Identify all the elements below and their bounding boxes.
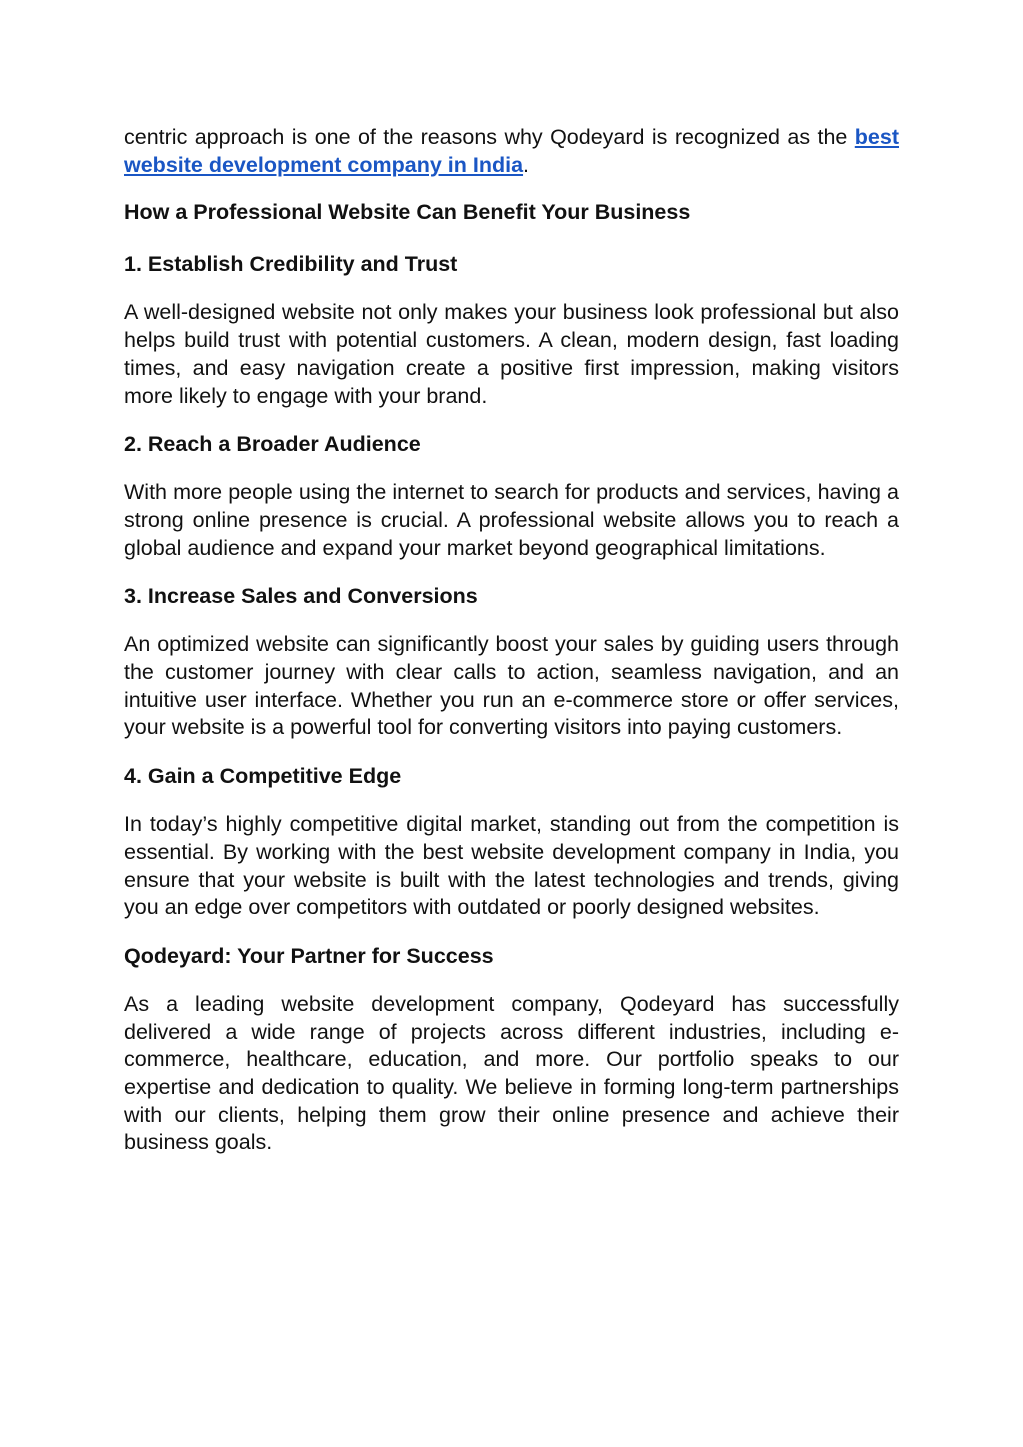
intro-text-after: .: [523, 152, 530, 177]
section-heading-credibility: 1. Establish Credibility and Trust: [124, 252, 458, 277]
intro-text-before: centric approach is one of the reasons why Qodeyard is recognized as the: [124, 125, 855, 149]
section-body-sales: An optimized website can significantly boost your sales by guiding users through the customer journey with clear calls to action, seamless navigation, and an intuitive user interface. Whether you run an e-commerce store or offer services, your website is a powerful tool for converting visitors into paying customers.: [124, 632, 899, 740]
section-body-partner: As a leading website development company, Qodeyard has successfully delivered a wide range of projects across different industries, including e-commerce, healthcare, education, and more. Our portfolio speaks to our expertise and dedication to quality. We believe in forming long-term partnerships with our clients, helping them grow their online presence and achieve their business goals.: [124, 991, 899, 1155]
intro-paragraph: [124, 124, 899, 179]
section-heading-sales: 3. Increase Sales and Conversions: [124, 584, 478, 609]
section-heading-competitive: 4. Gain a Competitive Edge: [124, 764, 402, 789]
section-body-credibility: A well-designed website not only makes your business look professional but also helps build trust with potential customers. A clean, modern design, fast loading times, and easy navigation create a positive first impression, making visitors more likely to engage with your brand.: [124, 300, 899, 408]
section-body-audience: With more people using the internet to search for products and services, having a strong online presence is crucial. A professional website allows you to reach a global audience and expand your market beyond geographical limitations.: [124, 480, 899, 560]
section-heading-audience: 2. Reach a Broader Audience: [124, 432, 421, 457]
company-link[interactable]: best website development company in India: [124, 125, 899, 177]
document-page: [124, 124, 899, 1178]
main-heading: How a Professional Website Can Benefit Your Business: [124, 200, 691, 225]
section-body-competitive: In today’s highly competitive digital market, standing out from the competition is essential. By working with the best website development company in India, you ensure that your website is built with the latest technologies and trends, giving you an edge over competitors with outdated or poorly designed websites.: [124, 812, 899, 920]
section-heading-partner: Qodeyard: Your Partner for Success: [124, 943, 494, 968]
